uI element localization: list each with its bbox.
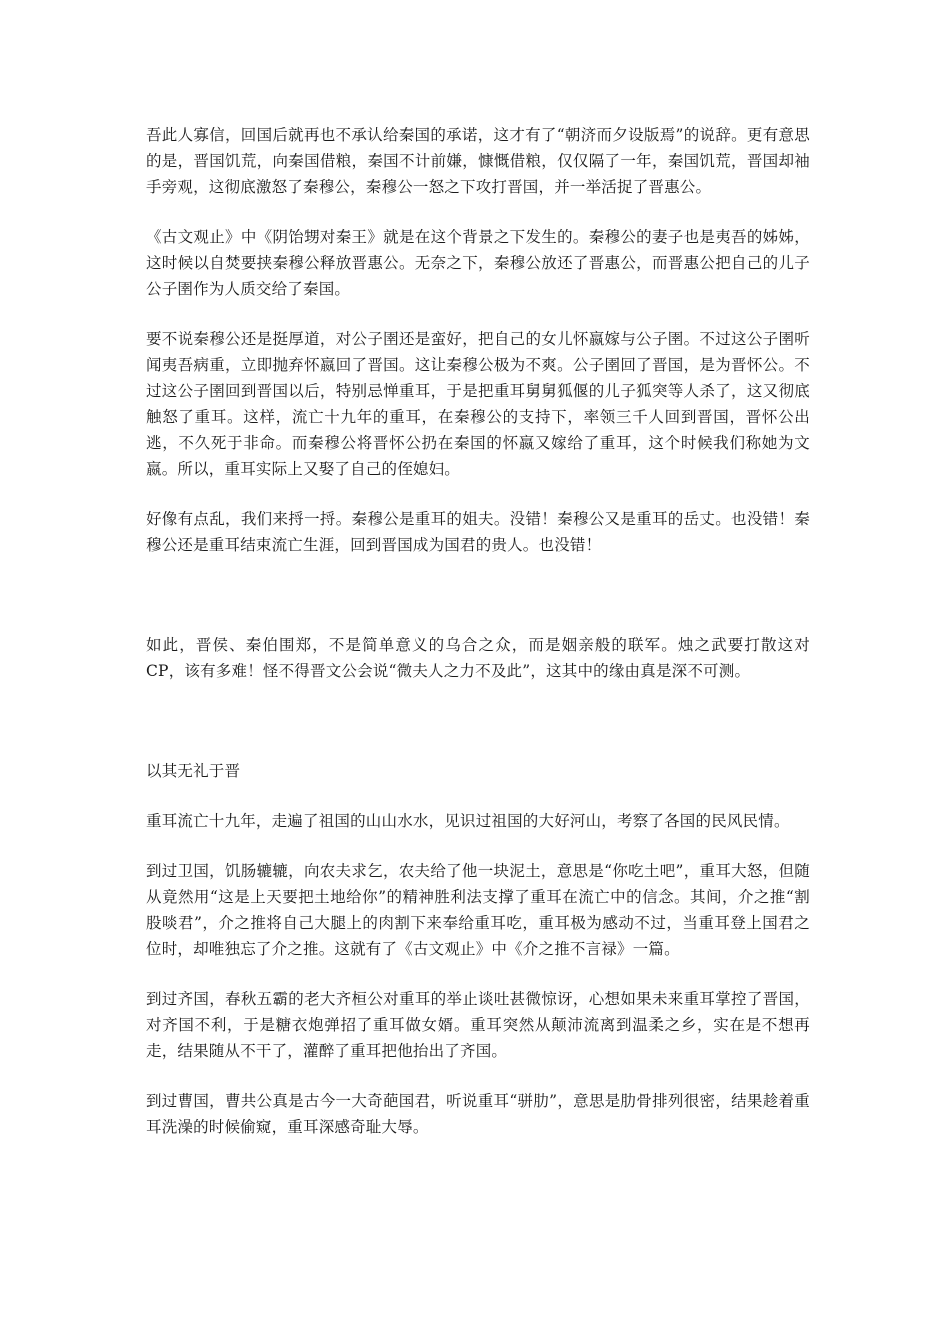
paragraph-5: 如此，晋侯、秦伯围郑，不是简单意义的乌合之众，而是姻亲般的联军。烛之武要打散这对 CP，该有多难！怪不得晋文公会说“微夫人之力不及此”，这其中的缘由真是深不可测。 (146, 636, 810, 680)
document-page (146, 122, 810, 1140)
paragraph-8: 到过齐国，春秋五霸的老大齐桓公对重耳的举止谈吐甚微惊讶，心想如果未来重耳掌控了晋国，对齐国不利，于是糖衣炮弹招了重耳做女婿。重耳突然从颠沛流离到温柔之乡，实在是不想再走，结果随从不干了，灌醉了重耳把他抬出了齐国。 (146, 990, 810, 1060)
paragraph-7: 到过卫国，饥肠辘辘，向农夫求乞，农夫给了他一块泥土，意思是“你吃土吧”，重耳大怒，但随从竟然用“这是上天要把土地给你”的精神胜利法支撑了重耳在流亡中的信念。其间，介之推“割股啖君”，介之推将自己大腿上的肉割下来奉给重耳吃，重耳极为感动不过，当重耳登上国君之位时，却唯独忘了介之推。这就有了《古文观止》中《介之推不言禄》一篇。 (146, 862, 810, 958)
paragraph-3: 要不说秦穆公还是挺厚道，对公子圉还是蛮好，把自己的女儿怀嬴嫁与公子圉。不过这公子圉听闻夷吾病重，立即抛弃怀嬴回了晋国。这让秦穆公极为不爽。公子圉回了晋国，是为晋怀公。不过这公子圉回到晋国以后，特别忌惮重耳，于是把重耳舅舅狐偃的儿子狐突等人杀了，这又彻底触怒了重耳。这样，流亡十九年的重耳，在秦穆公的支持下，率领三千人回到晋国，晋怀公出逃，不久死于非命。而秦穆公将晋怀公扔在秦国的怀嬴又嫁给了重耳，这个时候我们称她为文嬴。所以，重耳实际上又娶了自己的侄媳妇。 (146, 330, 810, 478)
paragraph-9: 到过曹国，曹共公真是古今一大奇葩国君，听说重耳“骈肋”，意思是肋骨排列很密，结果趁着重耳洗澡的时候偷窥，重耳深感奇耻大辱。 (146, 1092, 810, 1136)
paragraph-1: 吾此人寡信，回国后就再也不承认给秦国的承诺，这才有了“朝济而夕设版焉”的说辞。更有意思的是，晋国饥荒，向秦国借粮，秦国不计前嫌，慷慨借粮，仅仅隔了一年，秦国饥荒，晋国却袖手旁观，这彻底激怒了秦穆公，秦穆公一怒之下攻打晋国，并一举活捉了晋惠公。 (146, 126, 810, 196)
section-heading: 以其无礼于晋 (146, 762, 241, 780)
paragraph-2: 《古文观止》中《阴饴甥对秦王》就是在这个背景之下发生的。秦穆公的妻子也是夷吾的姊姊，这时候以自焚要挟秦穆公释放晋惠公。无奈之下，秦穆公放还了晋惠公，而晋惠公把自己的儿子公子圉作为人质交给了秦国。 (146, 228, 810, 298)
paragraph-6: 重耳流亡十九年，走遍了祖国的山山水水，见识过祖国的大好河山，考察了各国的民风民情。 (146, 812, 790, 830)
paragraph-4: 好像有点乱，我们来捋一捋。秦穆公是重耳的姐夫。没错！秦穆公又是重耳的岳丈。也没错！秦穆公还是重耳结束流亡生涯，回到晋国成为国君的贵人。也没错！ (146, 510, 810, 554)
